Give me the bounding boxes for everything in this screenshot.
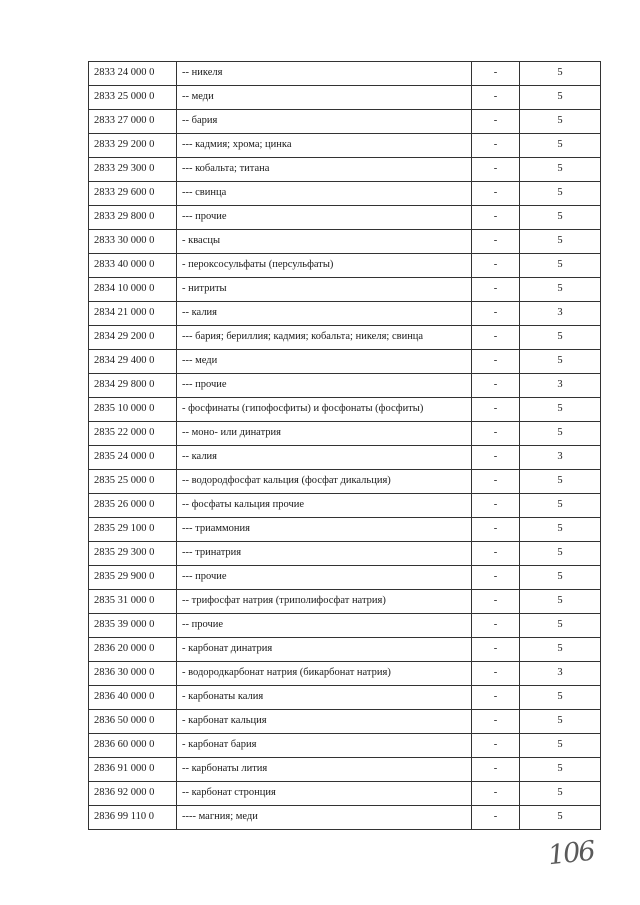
description-cell: -- карбонаты лития [177,758,472,782]
description-cell: -- фосфаты кальция прочие [177,494,472,518]
hs-code-cell: 2835 39 000 0 [89,614,177,638]
hs-code-cell: 2834 10 000 0 [89,278,177,302]
hs-code-cell: 2834 21 000 0 [89,302,177,326]
description-cell: --- меди [177,350,472,374]
table-row [89,110,601,134]
unit-cell: - [472,806,520,830]
table-row [89,758,601,782]
table-row [89,782,601,806]
table-row [89,734,601,758]
unit-cell: - [472,86,520,110]
duty-rate-cell: 5 [520,62,601,86]
hs-code-cell: 2836 30 000 0 [89,662,177,686]
duty-rate-cell: 5 [520,326,601,350]
table-row [89,134,601,158]
description-cell: - карбонаты калия [177,686,472,710]
duty-rate-cell: 5 [520,350,601,374]
duty-rate-cell: 5 [520,518,601,542]
hs-code-cell: 2833 30 000 0 [89,230,177,254]
table-row [89,566,601,590]
hs-code-cell: 2835 29 300 0 [89,542,177,566]
description-cell: --- тринатрия [177,542,472,566]
hs-code-cell: 2835 10 000 0 [89,398,177,422]
unit-cell: - [472,158,520,182]
duty-rate-cell: 5 [520,542,601,566]
unit-cell: - [472,110,520,134]
duty-rate-cell: 5 [520,158,601,182]
table-row [89,158,601,182]
description-cell: - карбонат бария [177,734,472,758]
table-row [89,86,601,110]
table-row [89,326,601,350]
description-cell: ---- магния; меди [177,806,472,830]
unit-cell: - [472,134,520,158]
duty-rate-cell: 3 [520,662,601,686]
unit-cell: - [472,734,520,758]
duty-rate-cell: 5 [520,494,601,518]
description-cell: -- бария [177,110,472,134]
description-cell: - карбонат динатрия [177,638,472,662]
duty-rate-cell: 5 [520,134,601,158]
description-cell: -- калия [177,302,472,326]
duty-rate-cell: 5 [520,590,601,614]
hs-code-cell: 2834 29 400 0 [89,350,177,374]
unit-cell: - [472,254,520,278]
duty-rate-cell: 5 [520,566,601,590]
hs-code-cell: 2835 22 000 0 [89,422,177,446]
description-cell: -- трифосфат натрия (триполифосфат натрия) [177,590,472,614]
hs-code-cell: 2833 27 000 0 [89,110,177,134]
unit-cell: - [472,350,520,374]
duty-rate-cell: 3 [520,446,601,470]
hs-code-cell: 2836 99 110 0 [89,806,177,830]
hs-code-cell: 2834 29 800 0 [89,374,177,398]
unit-cell: - [472,230,520,254]
duty-rate-cell: 5 [520,758,601,782]
unit-cell: - [472,782,520,806]
hs-code-cell: 2833 29 200 0 [89,134,177,158]
description-cell: -- водородфосфат кальция (фосфат дикальция) [177,470,472,494]
description-cell: - фосфинаты (гипофосфиты) и фосфонаты (фосфиты) [177,398,472,422]
duty-rate-cell: 5 [520,278,601,302]
table-row [89,518,601,542]
description-cell: --- прочие [177,566,472,590]
duty-rate-cell: 5 [520,182,601,206]
hs-code-cell: 2835 29 100 0 [89,518,177,542]
duty-rate-cell: 5 [520,422,601,446]
unit-cell: - [472,686,520,710]
unit-cell: - [472,62,520,86]
table-row [89,806,601,830]
duty-rate-cell: 5 [520,710,601,734]
unit-cell: - [472,566,520,590]
unit-cell: - [472,638,520,662]
hs-code-cell: 2836 92 000 0 [89,782,177,806]
table-row [89,446,601,470]
hs-code-cell: 2835 24 000 0 [89,446,177,470]
table-row [89,614,601,638]
unit-cell: - [472,182,520,206]
hs-code-cell: 2833 29 300 0 [89,158,177,182]
unit-cell: - [472,398,520,422]
table-row [89,230,601,254]
description-cell: --- кадмия; хрома; цинка [177,134,472,158]
hs-code-cell: 2836 91 000 0 [89,758,177,782]
duty-rate-cell: 5 [520,254,601,278]
duty-rate-cell: 5 [520,614,601,638]
table-row [89,422,601,446]
duty-rate-cell: 5 [520,86,601,110]
hs-code-cell: 2836 20 000 0 [89,638,177,662]
unit-cell: - [472,278,520,302]
unit-cell: - [472,590,520,614]
handwritten-page-number: 106 [546,835,596,872]
duty-rate-cell: 5 [520,398,601,422]
table-row [89,398,601,422]
duty-rate-cell: 5 [520,686,601,710]
description-cell: -- моно- или динатрия [177,422,472,446]
table-row [89,470,601,494]
table-row [89,494,601,518]
hs-code-cell: 2833 40 000 0 [89,254,177,278]
table-row [89,374,601,398]
hs-code-cell: 2836 60 000 0 [89,734,177,758]
unit-cell: - [472,518,520,542]
table-row [89,350,601,374]
hs-code-cell: 2835 25 000 0 [89,470,177,494]
hs-code-cell: 2836 40 000 0 [89,686,177,710]
description-cell: --- триаммония [177,518,472,542]
description-cell: --- кобальта; титана [177,158,472,182]
table-row [89,278,601,302]
description-cell: - карбонат кальция [177,710,472,734]
table-row [89,686,601,710]
description-cell: -- меди [177,86,472,110]
description-cell: --- прочие [177,206,472,230]
table-row [89,62,601,86]
duty-rate-cell: 5 [520,230,601,254]
hs-code-cell: 2834 29 200 0 [89,326,177,350]
duty-rate-cell: 5 [520,638,601,662]
hs-code-cell: 2833 24 000 0 [89,62,177,86]
description-cell: - нитриты [177,278,472,302]
table-row [89,710,601,734]
tariff-table [88,61,601,830]
table-row [89,590,601,614]
hs-code-cell: 2836 50 000 0 [89,710,177,734]
table-row [89,542,601,566]
unit-cell: - [472,542,520,566]
description-cell: - квасцы [177,230,472,254]
unit-cell: - [472,494,520,518]
duty-rate-cell: 5 [520,734,601,758]
duty-rate-cell: 3 [520,374,601,398]
unit-cell: - [472,206,520,230]
hs-code-cell: 2833 25 000 0 [89,86,177,110]
table-row [89,302,601,326]
unit-cell: - [472,614,520,638]
description-cell: --- свинца [177,182,472,206]
description-cell: -- прочие [177,614,472,638]
duty-rate-cell: 5 [520,110,601,134]
unit-cell: - [472,710,520,734]
description-cell: --- прочие [177,374,472,398]
unit-cell: - [472,374,520,398]
tariff-table-body [89,62,601,830]
table-row [89,206,601,230]
description-cell: --- бария; бериллия; кадмия; кобальта; никеля; свинца [177,326,472,350]
duty-rate-cell: 3 [520,302,601,326]
duty-rate-cell: 5 [520,806,601,830]
table-row [89,638,601,662]
description-cell: -- карбонат стронция [177,782,472,806]
hs-code-cell: 2835 26 000 0 [89,494,177,518]
description-cell: -- калия [177,446,472,470]
table-row [89,254,601,278]
description-cell: -- никеля [177,62,472,86]
duty-rate-cell: 5 [520,206,601,230]
duty-rate-cell: 5 [520,470,601,494]
hs-code-cell: 2835 29 900 0 [89,566,177,590]
unit-cell: - [472,758,520,782]
unit-cell: - [472,662,520,686]
unit-cell: - [472,302,520,326]
hs-code-cell: 2833 29 800 0 [89,206,177,230]
unit-cell: - [472,326,520,350]
hs-code-cell: 2835 31 000 0 [89,590,177,614]
unit-cell: - [472,422,520,446]
table-row [89,182,601,206]
description-cell: - пероксосульфаты (персульфаты) [177,254,472,278]
duty-rate-cell: 5 [520,782,601,806]
unit-cell: - [472,446,520,470]
description-cell: - водородкарбонат натрия (бикарбонат натрия) [177,662,472,686]
unit-cell: - [472,470,520,494]
table-row [89,662,601,686]
hs-code-cell: 2833 29 600 0 [89,182,177,206]
